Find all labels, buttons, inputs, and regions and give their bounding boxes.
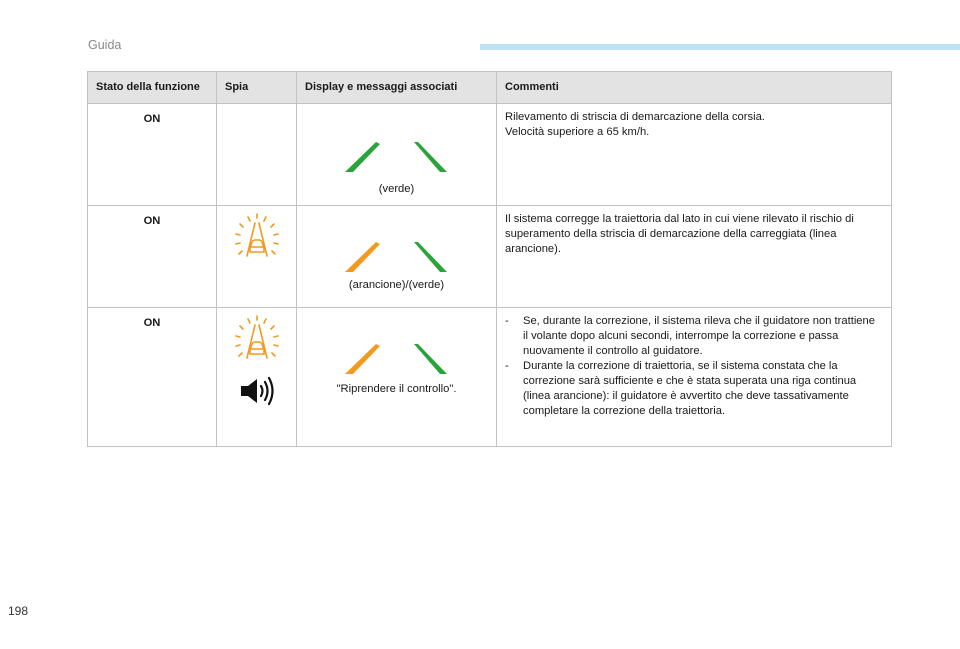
lane-lines-icon [342,328,452,378]
comment-text: Il sistema corregge la traiettoria dal lato in cui viene rilevato il rischio di superamento della striscia di demarcazione della carreggiata (linea arancione). [505,213,854,255]
table-header-row [88,72,892,104]
state-cell: ON [88,308,217,447]
display-cell [297,104,497,206]
column-header-comments: Commenti [497,72,892,104]
display-cell [297,308,497,447]
table-row [88,206,892,308]
display-cell [297,206,497,308]
comment-cell [497,308,892,447]
column-header-display: Display e messaggi associati [297,72,497,104]
column-header-spia: Spia [217,72,297,104]
spia-cell [217,206,297,308]
bullet-text: Durante la correzione di traiettoria, se il sistema constata che la correzione sarà sufficiente e che è stata superata una riga continua (linea arancione): il guidatore è avvertito che deve tassativamente completare la correzione della traiettoria. [523,360,857,417]
lane-keep-warning-icon [233,314,281,362]
lane-lines-icon [342,226,452,276]
section-title: Guida [88,38,122,52]
state-cell: ON [88,206,217,308]
table-row [88,104,892,206]
lane-lines-icon [342,126,452,176]
display-caption: (arancione)/(verde) [348,279,445,291]
bullet-marker: - [505,360,509,372]
spia-cell [217,308,297,447]
section-bar [480,44,960,50]
speaker-sound-icon [238,376,276,406]
table-row [88,308,892,447]
column-header-state: Stato della funzione [88,72,217,104]
comment-bullet-list [505,314,881,419]
spia-cell [217,104,297,206]
page-number: 198 [8,604,29,618]
function-status-table [87,71,892,447]
lane-keep-warning-icon [233,212,281,260]
bullet-marker: - [505,315,509,327]
list-item [505,359,881,419]
state-cell: ON [88,104,217,206]
comment-cell [497,104,892,206]
comment-cell [497,206,892,308]
bullet-text: Se, durante la correzione, il sistema rileva che il guidatore non trattiene il volante dopo alcuni secondi, interrompe la correzione e passa nuovamente il controllo al guidatore. [523,315,875,357]
list-item [505,314,881,359]
comment-text: Rilevamento di striscia di demarcazione della corsia. Velocità superiore a 65 km/h. [505,111,765,138]
display-caption: (verde) [378,183,415,195]
display-caption: "Riprendere il controllo". [336,383,457,395]
